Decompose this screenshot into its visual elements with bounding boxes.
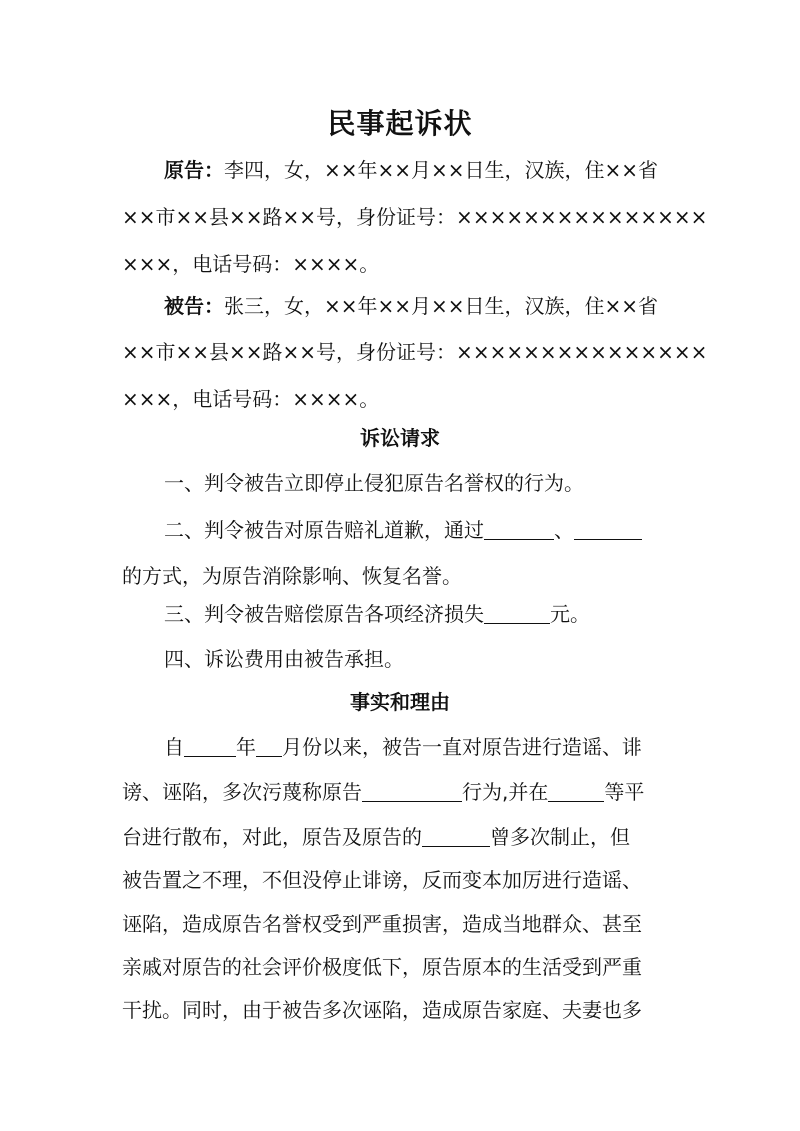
plaintiff-line-1 (164, 156, 658, 184)
facts-text: 行为,并在 (462, 780, 549, 804)
blank-line (574, 517, 642, 540)
facts-text: 月份以来，被告一直对原告进行造谣、诽 (282, 735, 642, 759)
defendant-line-3: ×××，电话号码：××××。 (122, 387, 380, 411)
facts-text: 等平 (604, 780, 645, 804)
facts-text: 自 (164, 735, 184, 759)
blank-line (484, 517, 554, 540)
claim-item-4: 四、诉讼费用由被告承担。 (164, 647, 404, 671)
claims-heading: 诉讼请求 (360, 426, 440, 450)
facts-line-4: 被告置之不理，不但没停止诽谤，反而变本加厉进行造谣、 (122, 868, 642, 892)
defendant-line-2: ××市××县××路××号，身份证号：××××××××××××××× (122, 340, 708, 364)
facts-text: 年 (236, 735, 256, 759)
claim-item-1: 一、判令被告立即停止侵犯原告名誉权的行为。 (164, 471, 584, 495)
facts-text: 台进行散布，对此，原告及原告的 (122, 825, 422, 849)
claim-item-2-cont: 的方式，为原告消除影响、恢复名誉。 (122, 564, 462, 588)
claim-item-3-text-b: 元。 (550, 602, 590, 626)
facts-line-7: 干扰。同时，由于被告多次诬陷，造成原告家庭、夫妻也多 (122, 998, 642, 1022)
claim-item-3-text-a: 三、判令被告赔偿原告各项经济损失 (164, 602, 484, 626)
plaintiff-line-2: ××市××县××路××号，身份证号：××××××××××××××× (122, 205, 708, 229)
blank-line (548, 779, 604, 802)
blank-line (256, 734, 282, 757)
plaintiff-line-3: ×××，电话号码：××××。 (122, 252, 380, 276)
facts-line-5: 诬陷，造成原告名誉权受到严重损害，造成当地群众、甚至 (122, 912, 642, 936)
claim-item-2-text-a: 二、判令被告对原告赔礼道歉，通过 (164, 518, 484, 542)
claim-item-3 (164, 600, 590, 628)
blank-line (184, 734, 236, 757)
facts-text: 谤、诬陷，多次污蔑称原告 (122, 780, 362, 804)
blank-line (422, 824, 490, 847)
blank-line (362, 779, 462, 802)
claim-item-2-text-b: 、 (554, 518, 574, 542)
facts-line-6: 亲戚对原告的社会评价极度低下，原告原本的生活受到严重 (122, 955, 642, 979)
plaintiff-text-1: 李四，女，××年××月××日生，汉族，住××省 (224, 158, 659, 182)
facts-line-3 (122, 823, 630, 851)
blank-line (484, 601, 550, 624)
defendant-line-1 (164, 292, 658, 320)
claim-item-2 (164, 516, 642, 544)
facts-text: 曾多次制止，但 (490, 825, 630, 849)
facts-line-1 (164, 733, 642, 761)
facts-line-2 (122, 778, 644, 806)
plaintiff-label: 原告： (164, 158, 224, 182)
defendant-text-1: 张三，女，××年××月××日生，汉族，住××省 (224, 294, 659, 318)
defendant-label: 被告： (164, 294, 224, 318)
document-title: 民事起诉状 (327, 107, 473, 140)
facts-heading: 事实和理由 (350, 690, 450, 714)
